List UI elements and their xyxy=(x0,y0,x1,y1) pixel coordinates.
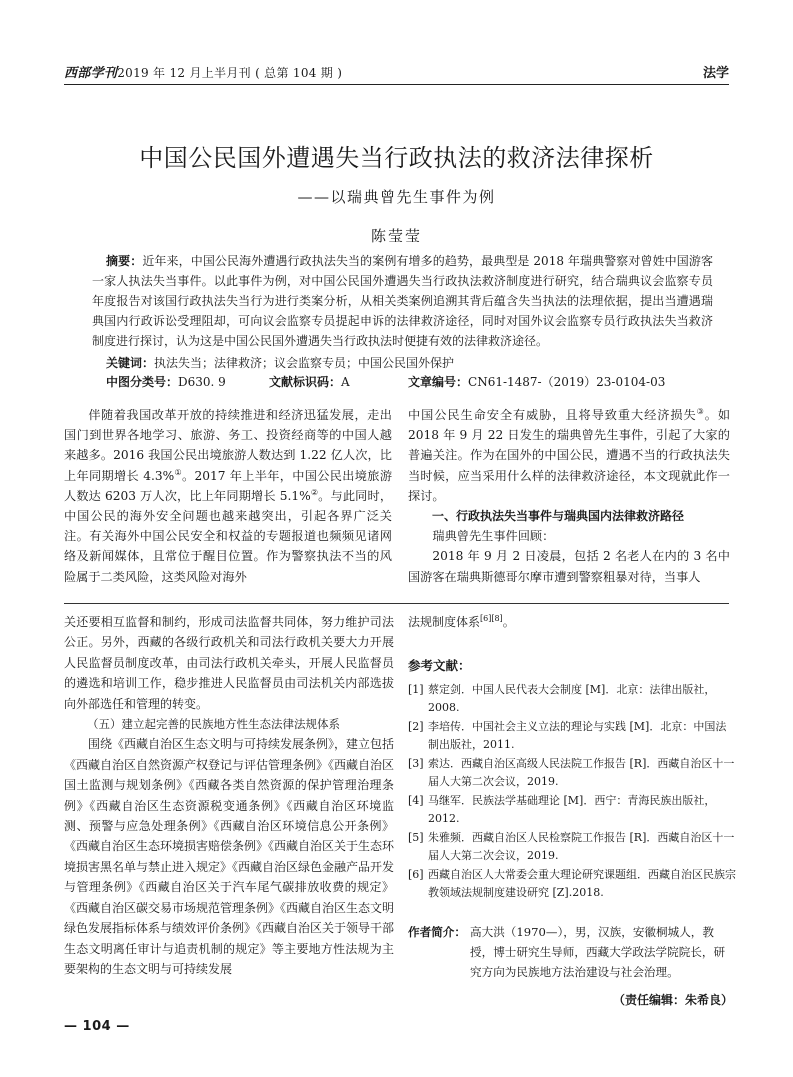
lower-left-column xyxy=(64,612,394,979)
references-title: 参考文献： xyxy=(408,658,471,673)
bio-label: 作者简介： xyxy=(408,925,466,939)
reference-item: [5] 朱雅频．西藏自治区人民检察院工作报告 [R]．西藏自治区十一届人大第二次会议，2019. xyxy=(408,831,735,862)
subsection-heading: （五）建立起完善的民族地方性生态法律法规体系 xyxy=(87,717,340,732)
reference-item: [1] 蔡定剑．中国人民代表大会制度 [M]．北京：法律出版社，2008. xyxy=(408,683,716,714)
article-title: 中国公民国外遭遇失当行政执法的救济法律探析 xyxy=(139,144,654,172)
body-paragraph: 围绕《西藏自治区生态文明与可持续发展条例》，建立包括《西藏自治区自然资源产权登记与评估管理条例》《西藏自治区国土监测与规划条例》《西藏各类自然资源的保护管理治理条例》《西藏自治区生态资源税变通条例》《西藏自治区环境监测、预警与应急处理条例》《西藏自治区环境信息公开条例》《西藏自治区生态环境损害赔偿条例》《西藏自治区关于生态环境损害黑名单与禁止进入规定》《西藏自治区绿色金融产品开发与管理条例》《西藏自治区关于汽车尾气碳排放收费的规定》《西藏自治区碳交易市场规范管理条例》《西藏自治区生态文明绿色发展指标体系与绩效评价条例》《西藏自治区关于领导干部生态文明离任审计与追责机制的规定》等主要地方性法规为主要架构的生态文明与可持续发展 xyxy=(64,737,395,976)
body-left-column xyxy=(64,405,392,587)
responsible-editor: （责任编辑：朱希良） xyxy=(612,993,733,1007)
section-name: 法学 xyxy=(702,66,729,81)
keywords-label: 关键词： xyxy=(106,356,155,370)
running-header xyxy=(64,62,729,82)
body-paragraph: 2018 年 9 月 2 日凌晨，包括 2 名老人在内的 3 名中国游客在瑞典斯德哥尔摩市遭到警察粗暴对待，当事人 xyxy=(408,549,730,584)
body-paragraph: 伴随着我国改革开放的持续推进和经济迅猛发展，走出国门到世界各地学习、旅游、务工、投资经商等的中国人越来越多。2016 我国公民出境旅游人数达到 1.22 亿人次，比上年同期增长 4.3%①。2017 年上半年，中国公民出境旅游人数达 6203 万人次，比上年同期增长 5.1%②。与此同时，中国公民的海外安全问题也越来越突出，引起各界广泛关注。有关海外中国公民安全和权益的专题报道也频频见诸网络及新闻媒体，且常位于醒目位置。作为警察执法不当的风险属于二类风险，这类风险对海外 xyxy=(64,408,393,584)
reference-item: [4] 马继军．民族法学基础理论 [M]．西宁：青海民族出版社，2012. xyxy=(408,794,716,825)
reference-item: [3] 索达．西藏自治区高级人民法院工作报告 [R]．西藏自治区十一届人大第二次会议，2019. xyxy=(408,757,735,788)
issue-info: 2019 年 12 月上半月刊 ( 总第 104 期 ) xyxy=(117,66,343,80)
body-paragraph: 中国公民生命安全有威胁，且将导致重大经济损失③。如 2018 年 9 月 22 日发生的瑞典曾先生事件，引起了大家的普遍关注。作为在国外的中国公民，遭遇不当的行政执法失当时候，应当采用什么样的法律救济途径，本文现就此作一探讨。 xyxy=(408,406,731,503)
body-paragraph: 关还要相互监督和制约，形成司法监督共同体，努力维护司法公正。另外，西藏的各级行政机关和司法行政机关要大力开展人民监督员制度改革，由司法行政机关牵头，开展人民监督员的遴选和培训工作，稳步推进人民监督员由司法机关内部选拔向外部选任和管理的转变。 xyxy=(64,615,394,711)
page-separator xyxy=(64,603,729,604)
header-divider xyxy=(64,84,729,85)
section-heading: 一、行政执法失当事件与瑞典国内法律救济路径 xyxy=(432,509,685,524)
author-bio xyxy=(408,922,736,982)
document-code: 文献标识码：A xyxy=(269,375,350,389)
body-paragraph: 法规制度体系[6][8]。 xyxy=(408,614,515,629)
abstract xyxy=(92,251,713,351)
abstract-label: 摘要： xyxy=(106,254,143,268)
keywords-text: 执法失当；法律救济；议会监察专员；中国公民国外保护 xyxy=(154,356,455,370)
clc-number: 中图分类号：D630. 9 xyxy=(106,375,226,389)
body-right-column xyxy=(408,405,730,587)
footnote-ref: ② xyxy=(310,487,319,497)
article-number: 文章编号：CN61-1487-（2019）23-0104-03 xyxy=(408,375,666,389)
bio-text: 高大洪（1970—），男，汉族，安徽桐城人，教授，博士研究生导师，西藏大学政法学院院长，研究方向为民族地方法治建设与社会治理。 xyxy=(470,925,726,979)
journal-logo: 西部学刊 xyxy=(64,66,118,81)
citation-ref: [6][8] xyxy=(480,614,503,623)
references-list xyxy=(408,681,736,903)
subsection-lead: 瑞典曾先生事件回顾： xyxy=(432,529,555,544)
page-number: — 104 — xyxy=(64,1019,130,1034)
article-author: 陈莹莹 xyxy=(370,227,422,245)
lower-right-column xyxy=(408,612,733,632)
footnote-ref: ③ xyxy=(696,406,705,416)
journal-issue xyxy=(64,62,342,81)
reference-item: [2] 李培传．中国社会主义立法的理论与实践 [M]．北京：中国法制出版社，2011. xyxy=(408,720,727,751)
reference-item: [6] 西藏自治区人大常委会重大理论研究课题组．西藏自治区民族宗教领域法规制度建设研究 [Z].2018. xyxy=(408,868,736,899)
abstract-text: 近年来，中国公民海外遭遇行政执法失当的案例有增多的趋势，最典型是 2018 年瑞典警察对曾姓中国游客一家人执法失当事件。以此事件为例，对中国公民国外遭遇失当行政执法救济制度进行研究，结合瑞典议会监察专员年度报告对该国行政执法失当行为进行类案分析，从相关类案例追溯其背后蕴含失当执法的法理依据，提出当遭遇瑞典国内行政诉讼受理阻却，可向议会监察专员提起申诉的法律救济途径，同时对国外议会监察专员行政执法失当救济制度进行探讨，认为这是中国公民国外遭遇失当行政执法时便捷有效的法律救济途径。 xyxy=(92,254,713,348)
keywords xyxy=(106,354,454,372)
article-subtitle: ——以瑞典曾先生事件为例 xyxy=(297,188,496,206)
footnote-ref: ① xyxy=(174,467,183,477)
